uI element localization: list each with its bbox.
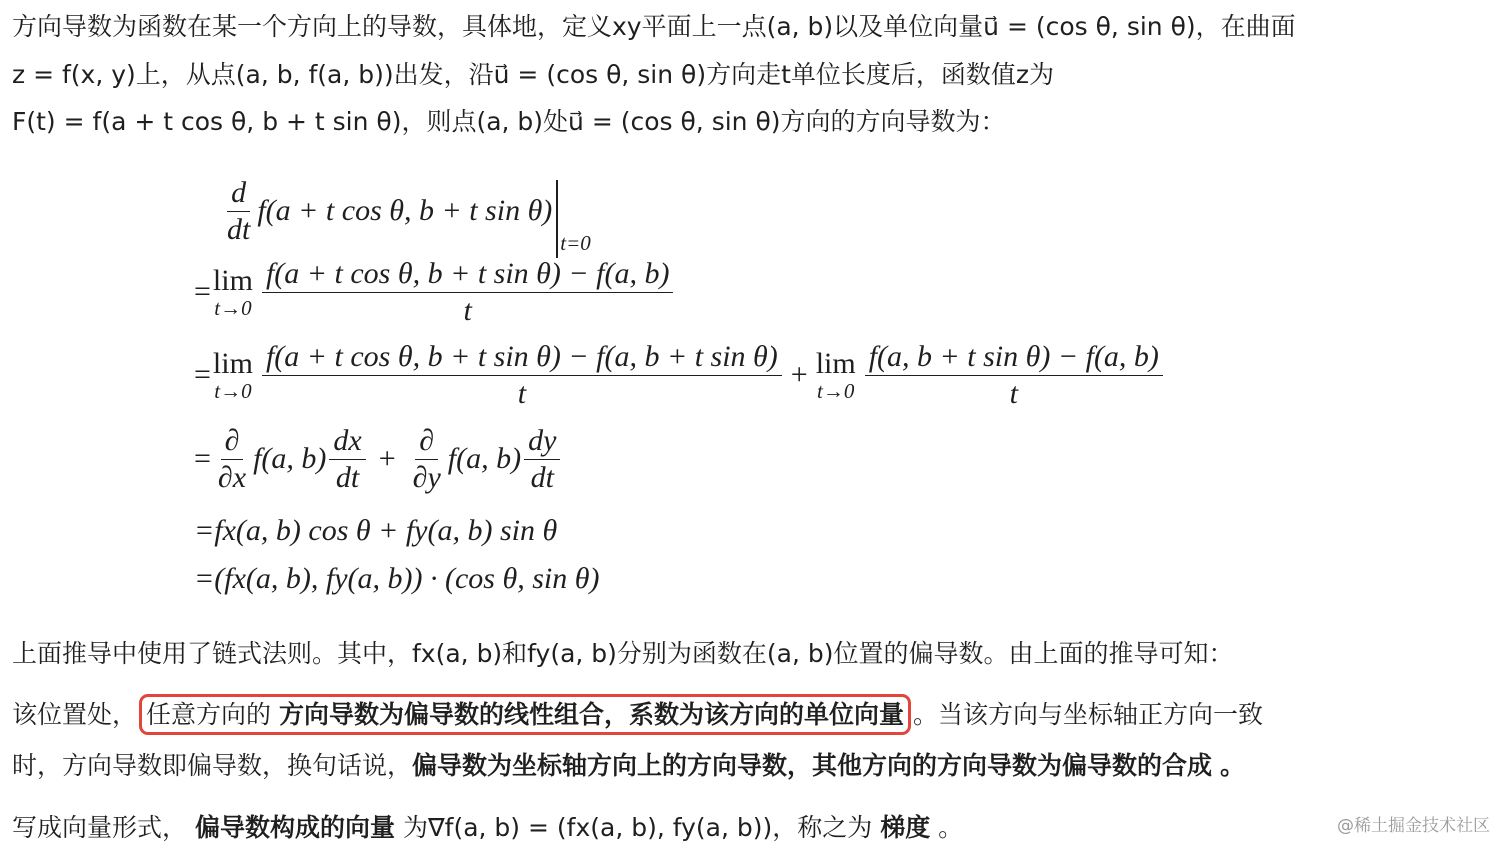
expression: f(a + t cos θ, b + t sin θ) (257, 194, 553, 227)
frac-numerator: d (227, 177, 250, 212)
text: 该位置处， (12, 700, 138, 729)
frac-denominator: dt (530, 460, 554, 494)
paragraph-3-line-2 (12, 753, 1245, 778)
partial-y (409, 425, 445, 493)
difference-quotient (262, 258, 674, 326)
equals-sign: = (194, 358, 211, 391)
limit (213, 264, 253, 321)
frac-denominator: ∂y (412, 460, 441, 494)
derivation-line-1 (220, 172, 591, 255)
derivation-line-2 (194, 258, 676, 326)
text: 。 (1219, 751, 1245, 780)
paragraph-3-line-1 (12, 702, 1263, 727)
bold-text: 方向导数为偏导数的线性组合，系数为该方向的单位向量 (278, 700, 904, 729)
paragraph-1-line-3: F(t) = f(a + t cos θ, b + t sin θ)，则点(a, b)处u⃗ = (cos θ, sin θ)方向的方向导数为： (12, 107, 1006, 136)
paragraph-4 (12, 815, 963, 840)
derivation-line-4 (194, 425, 563, 493)
evaluation-subscript: t=0 (560, 230, 591, 255)
dx-dt (329, 425, 365, 493)
evaluation-bar (556, 180, 558, 258)
frac-denominator: t (517, 376, 527, 410)
frac-denominator: dt (227, 212, 251, 246)
limit-subscript: t→0 (817, 378, 855, 403)
expression: f(a, b) (253, 442, 327, 475)
frac-numerator: f(a + t cos θ, b + t sin θ) − f(a, b) (262, 258, 674, 293)
derivative-operator (223, 177, 254, 245)
paragraph-1-line-1: 方向导数为函数在某一个方向上的导数，具体地，定义xy平面上一点(a, b)以及单位向量u⃗ = (cos θ, sin θ)，在曲面 (12, 12, 1296, 41)
frac-numerator: ∂ (221, 425, 244, 460)
frac-numerator: f(a, b + t sin θ) − f(a, b) (865, 341, 1163, 376)
derivation-line-6: =(fx(a, b), fy(a, b)) · (cos θ, sin θ) (194, 562, 600, 595)
difference-quotient-2 (865, 341, 1163, 409)
derivation-line-3 (194, 341, 1166, 409)
plus-sign: + (378, 442, 396, 475)
bold-text: 偏导数构成的向量 (194, 813, 395, 842)
text: 为∇f(a, b) = (fx(a, b), fy(a, b))，称之为 (402, 813, 873, 842)
limit (213, 347, 253, 404)
partial-x (214, 425, 250, 493)
text: 时，方向导数即偏导数，换句话说， (12, 751, 413, 780)
frac-denominator: dt (335, 460, 360, 494)
equals-sign: = (194, 442, 211, 475)
frac-numerator: f(a + t cos θ, b + t sin θ) − f(a, b + t sin θ) (262, 341, 782, 376)
frac-numerator: dx (329, 425, 365, 460)
limit-label: lim (212, 346, 253, 380)
bold-text: 梯度 (880, 813, 931, 842)
limit-subscript: t→0 (214, 295, 252, 320)
frac-denominator: ∂x (217, 460, 247, 494)
bold-text: 偏导数为坐标轴方向上的方向导数，其他方向的方向导数为偏导数的合成 (412, 751, 1213, 780)
equals-sign: = (194, 275, 211, 308)
text: 。当该方向与坐标轴正方向一致 (913, 700, 1264, 729)
expression: f(a, b) (447, 442, 522, 475)
watermark: @稀土掘金技术社区 (1337, 816, 1490, 836)
text: 任意方向的 (146, 700, 272, 729)
derivation-line-5: =fx(a, b) cos θ + fy(a, b) sin θ (194, 514, 558, 547)
frac-numerator: dy (524, 425, 560, 460)
paragraph-1-line-2: z = f(x, y)上，从点(a, b, f(a, b))出发，沿u⃗ = (cos θ, sin θ)方向走t单位长度后，函数值z为 (12, 60, 1055, 89)
limit-label: lim (815, 346, 856, 380)
text: 。 (938, 813, 964, 842)
dy-dt (524, 425, 560, 493)
limit-label: lim (212, 263, 253, 297)
frac-denominator: t (1009, 376, 1018, 410)
limit-subscript: t→0 (214, 378, 252, 403)
limit (816, 347, 856, 404)
text: 写成向量形式， (12, 813, 188, 842)
frac-numerator: ∂ (415, 425, 438, 460)
paragraph-2: 上面推导中使用了链式法则。其中，fx(a, b)和fy(a, b)分别为函数在(a, b)位置的偏导数。由上面的推导可知： (12, 639, 1234, 668)
highlight-box (139, 694, 911, 735)
plus-sign: + (790, 358, 808, 391)
difference-quotient-1 (262, 341, 782, 409)
frac-denominator: t (463, 293, 472, 327)
